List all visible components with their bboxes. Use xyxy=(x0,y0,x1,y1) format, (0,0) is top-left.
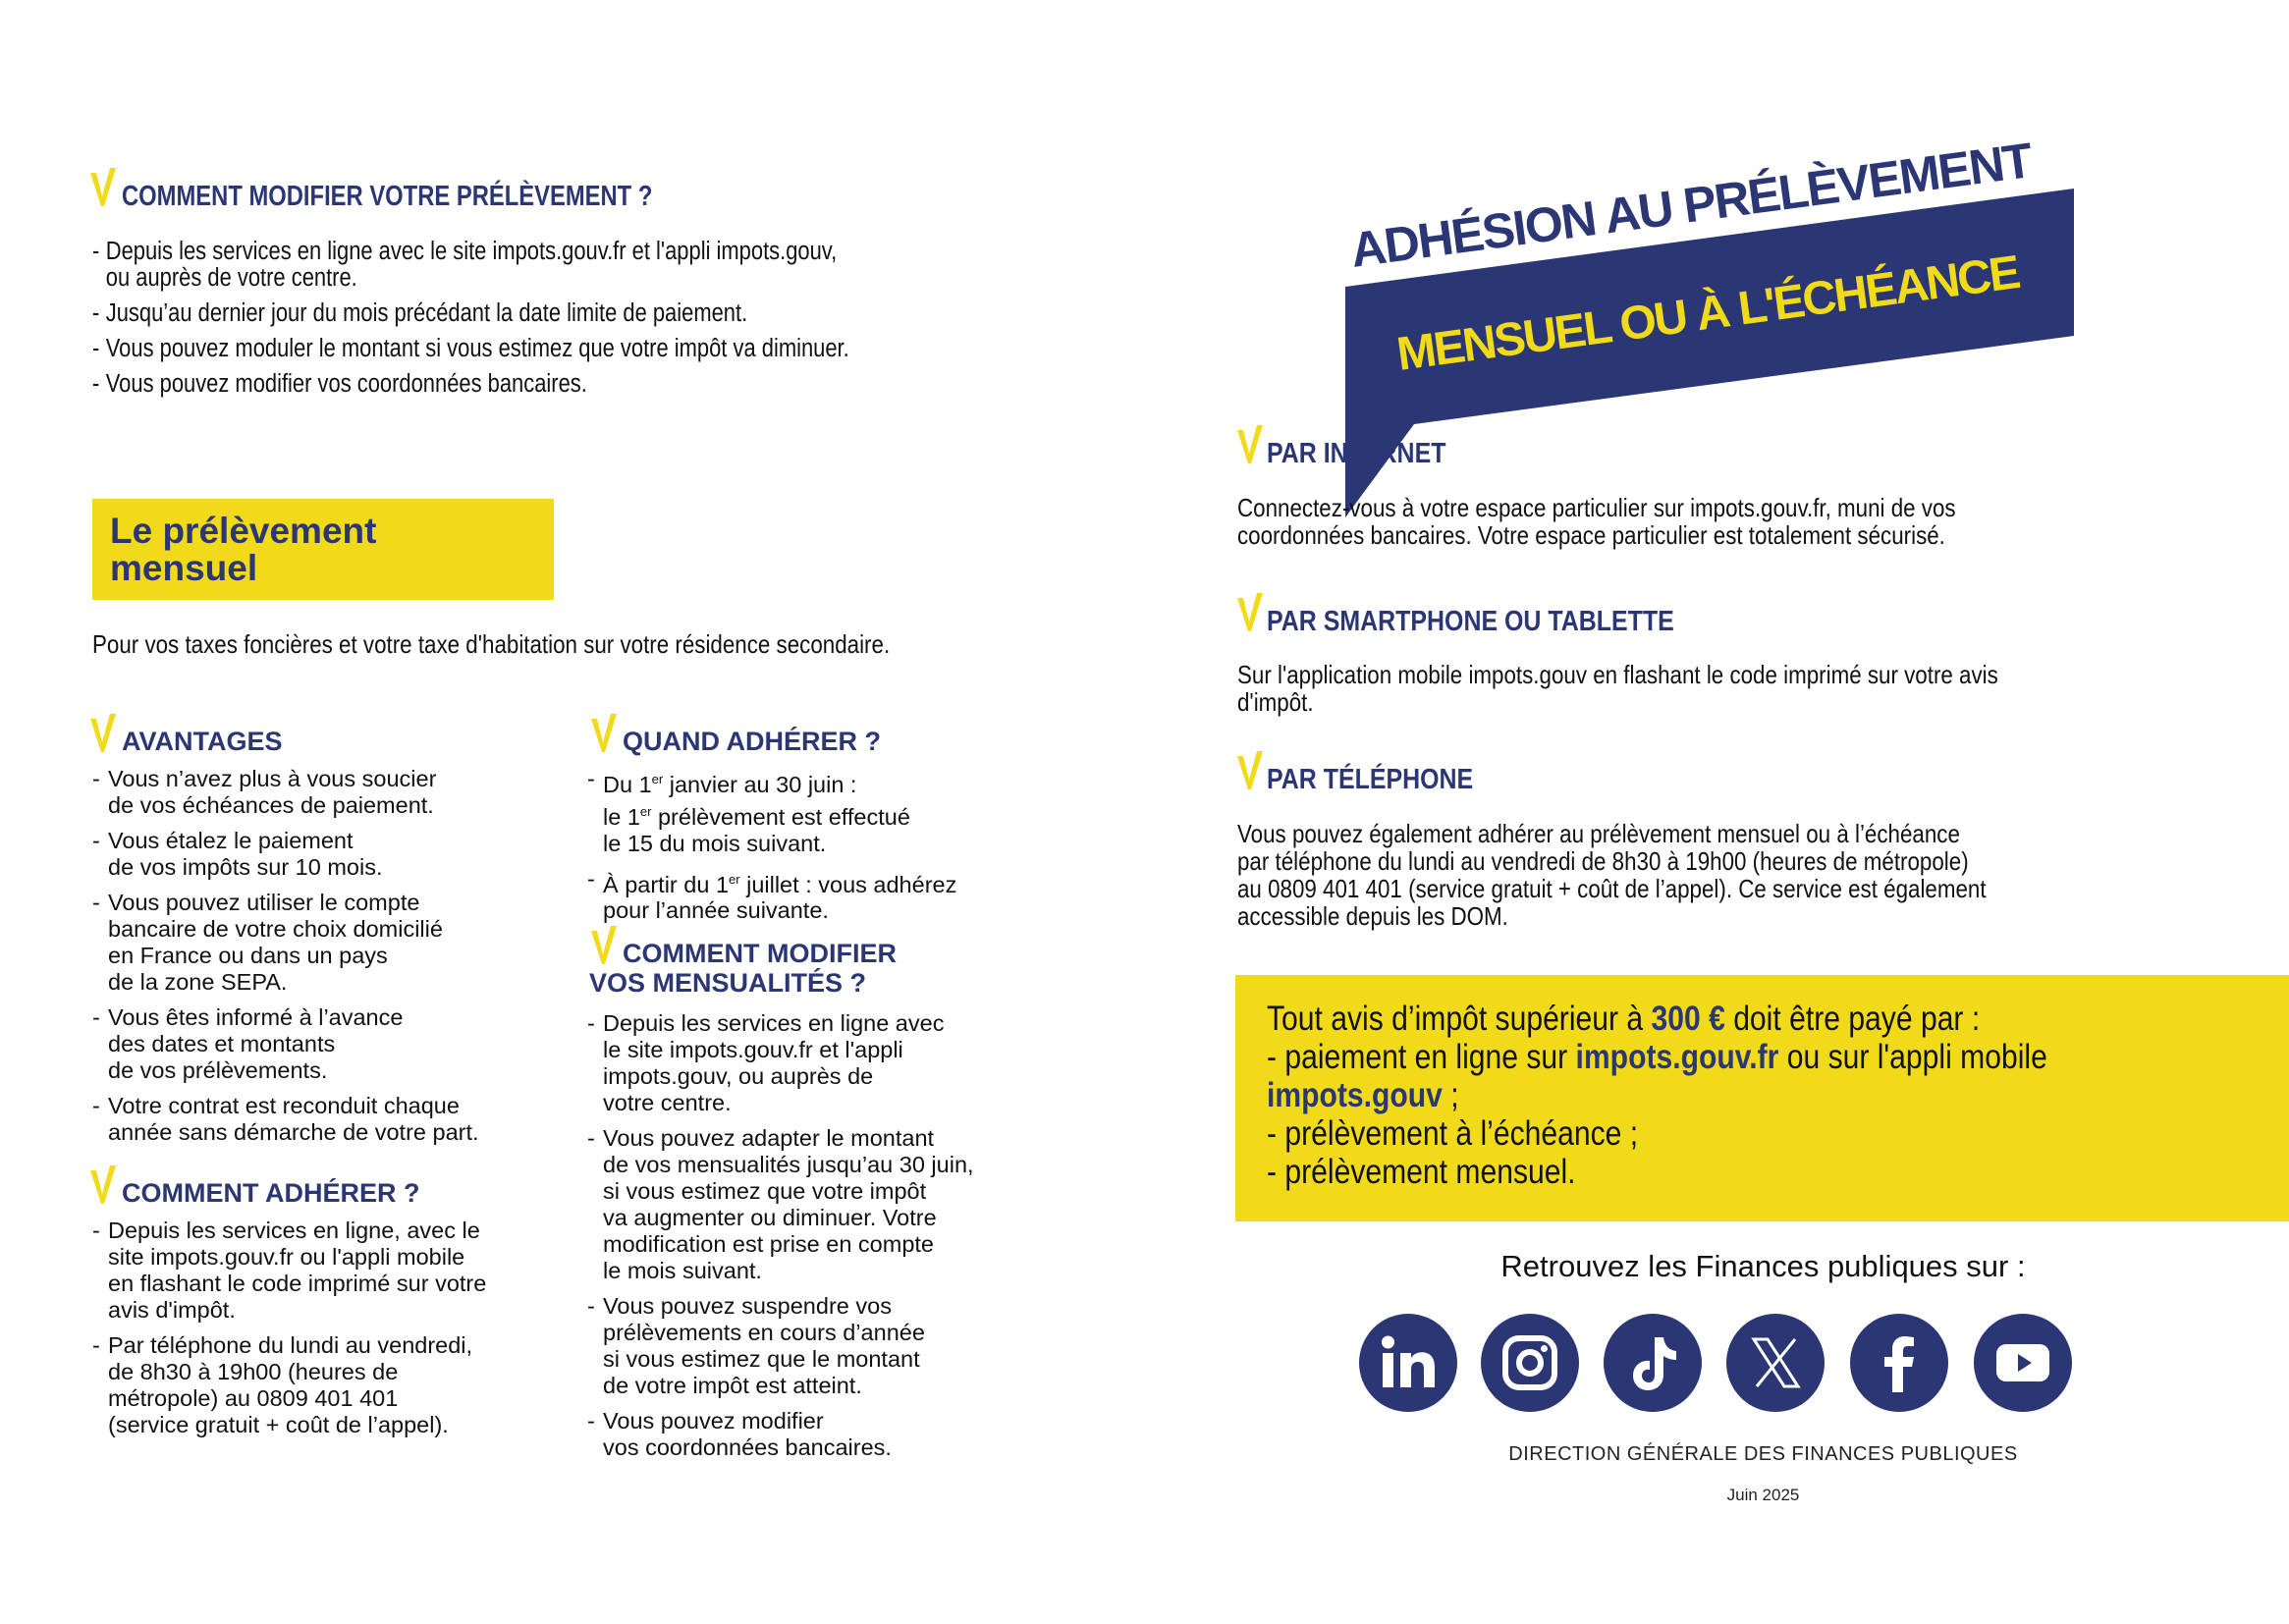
list-item: - Depuis les services en ligne avec le site impots.gouv.fr et l'appli impots.gouv, ou auprès de votre centre. xyxy=(587,1010,945,1115)
list-item: - Vous êtes informé à l’avance des dates et montants de vos prélèvements. xyxy=(92,1004,404,1083)
heading-line-2: VOS MENSUALITÉS ? xyxy=(589,968,867,998)
section-heading-modify: COMMENT MODIFIER VOTRE PRÉLÈVEMENT ? xyxy=(122,181,653,212)
check-icon xyxy=(88,713,118,754)
check-icon xyxy=(1235,592,1265,633)
telephone-text: Vous pouvez également adhérer au prélèvement mensuel ou à l’échéance par téléphone du lundi au vendredi de 8h30 à 19h00 (heures de métropole) au 0809 401 401 (service gratuit + coût de l’appel). Ce service est également accessible depuis les DOM. xyxy=(1237,819,1987,931)
list-item: - Vous pouvez utiliser le compte bancaire de votre choix domicilié en France ou dans un pays de la zone SEPA. xyxy=(92,890,443,995)
avantages-list xyxy=(92,766,479,1155)
list-item: - Vous pouvez suspendre vos prélèvements en cours d’année si vous estimez que le montant de votre impôt est atteint. xyxy=(587,1293,925,1398)
payment-notice xyxy=(1235,975,2289,1221)
list-item: - Vous pouvez modifier vos coordonnées bancaires. xyxy=(587,1408,892,1460)
facebook-icon[interactable] xyxy=(1850,1314,1948,1412)
check-icon xyxy=(88,167,118,208)
publication-date: Juin 2025 xyxy=(1726,1486,1800,1504)
list-item: - À partir du 1er juillet : vous adhérez pour l’année suivante. xyxy=(587,865,957,924)
check-icon xyxy=(589,713,619,754)
notice-line: - paiement en ligne sur impots.gouv.fr ou sur l'appli mobile xyxy=(1267,1038,2047,1076)
section-heading-internet: PAR INTERNET xyxy=(1267,438,1446,469)
section-heading-telephone: PAR TÉLÉPHONE xyxy=(1267,764,1474,795)
list-item: - Vous pouvez modifier vos coordonnées bancaires. xyxy=(92,370,587,398)
linkedin-icon[interactable] xyxy=(1359,1314,1457,1412)
smartphone-text: Sur l'application mobile impots.gouv en flashant le code imprimé sur votre avis d'impôt. xyxy=(1237,660,1998,717)
list-item: - Vous pouvez moduler le montant si vous estimez que votre impôt va diminuer. xyxy=(92,335,849,362)
modify-list xyxy=(92,239,849,406)
list-item: - Depuis les services en ligne, avec le site impots.gouv.fr ou l'appli mobile en flashant le code imprimé sur votre avis d'impôt. xyxy=(92,1218,487,1323)
tiktok-icon[interactable] xyxy=(1604,1314,1702,1412)
x-icon[interactable] xyxy=(1726,1314,1825,1412)
check-icon xyxy=(1235,750,1265,791)
list-item: - Vous pouvez adapter le montant de vos mensualités jusqu’au 30 juin, si vous estimez que votre impôt va augmenter ou diminuer. Votre modification est prise en compte le mois suivant. xyxy=(587,1125,974,1283)
modifier-mensualites-list xyxy=(587,1010,974,1470)
youtube-icon[interactable] xyxy=(1974,1314,2072,1412)
section-heading-modifier-mensualites xyxy=(589,939,897,998)
list-item: - Par téléphone du lundi au vendredi, de 8h30 à 19h00 (heures de métropole) au 0809 401 401 (service gratuit + coût de l’appel). xyxy=(92,1332,473,1437)
heading-line-1: COMMENT MODIFIER xyxy=(623,939,897,968)
list-item: - Votre contrat est reconduit chaque année sans démarche de votre part. xyxy=(92,1093,479,1145)
list-item: - Jusqu’au dernier jour du mois précédant la date limite de paiement. xyxy=(92,299,748,327)
list-item: - Vous n’avez plus à vous soucier de vos échéances de paiement. xyxy=(92,766,437,818)
check-icon xyxy=(1235,424,1265,465)
list-item: - Du 1er janvier au 30 juin : le 1er prélèvement est effectué le 15 du mois suivant. xyxy=(587,766,910,856)
intro-text: Pour vos taxes foncières et votre taxe d'habitation sur votre résidence secondaire. xyxy=(92,629,891,659)
banner-line-1: ADHÉSION AU PRÉLÈVEMENT xyxy=(1347,132,2037,278)
internet-text: Connectez-vous à votre espace particulier sur impots.gouv.fr, muni de vos coordonnées bancaires. Votre espace particulier est totalement sécurisé. xyxy=(1237,493,1956,550)
section-heading-comment-adherer: COMMENT ADHÉRER ? xyxy=(122,1178,420,1208)
impots-app-link[interactable]: impots.gouv xyxy=(1267,1076,1443,1114)
section-heading-avantages: AVANTAGES xyxy=(122,727,283,756)
notice-line: Tout avis d’impôt supérieur à 300 € doit être payé par : xyxy=(1267,1000,1981,1038)
impots-link[interactable]: impots.gouv.fr xyxy=(1575,1038,1779,1076)
banner-line-2: MENSUEL OU À L'ÉCHÉANCE xyxy=(1393,245,2024,381)
list-item: - Depuis les services en ligne avec le site impots.gouv.fr et l'appli impots.gouv, ou auprès de votre centre. xyxy=(92,238,838,292)
check-icon xyxy=(88,1164,118,1206)
title-banner xyxy=(1345,98,2092,520)
list-item: - Vous étalez le paiement de vos impôts sur 10 mois. xyxy=(92,828,383,880)
organization-name: DIRECTION GÉNÉRALE DES FINANCES PUBLIQUES xyxy=(1508,1443,2018,1465)
instagram-icon[interactable] xyxy=(1481,1314,1579,1412)
quand-adherer-list xyxy=(587,766,956,933)
notice-line: - prélèvement mensuel. xyxy=(1267,1153,1576,1191)
comment-adherer-list xyxy=(92,1218,486,1447)
notice-line: - prélèvement à l’échéance ; xyxy=(1267,1114,1639,1153)
monthly-title-box xyxy=(92,499,554,600)
section-heading-quand-adherer: QUAND ADHÉRER ? xyxy=(623,727,881,756)
monthly-title: Le prélèvement mensuel xyxy=(110,511,377,588)
follow-us-text: Retrouvez les Finances publiques sur : xyxy=(1500,1249,2026,1283)
section-heading-smartphone: PAR SMARTPHONE OU TABLETTE xyxy=(1267,606,1674,637)
notice-line: impots.gouv ; xyxy=(1267,1076,1459,1114)
